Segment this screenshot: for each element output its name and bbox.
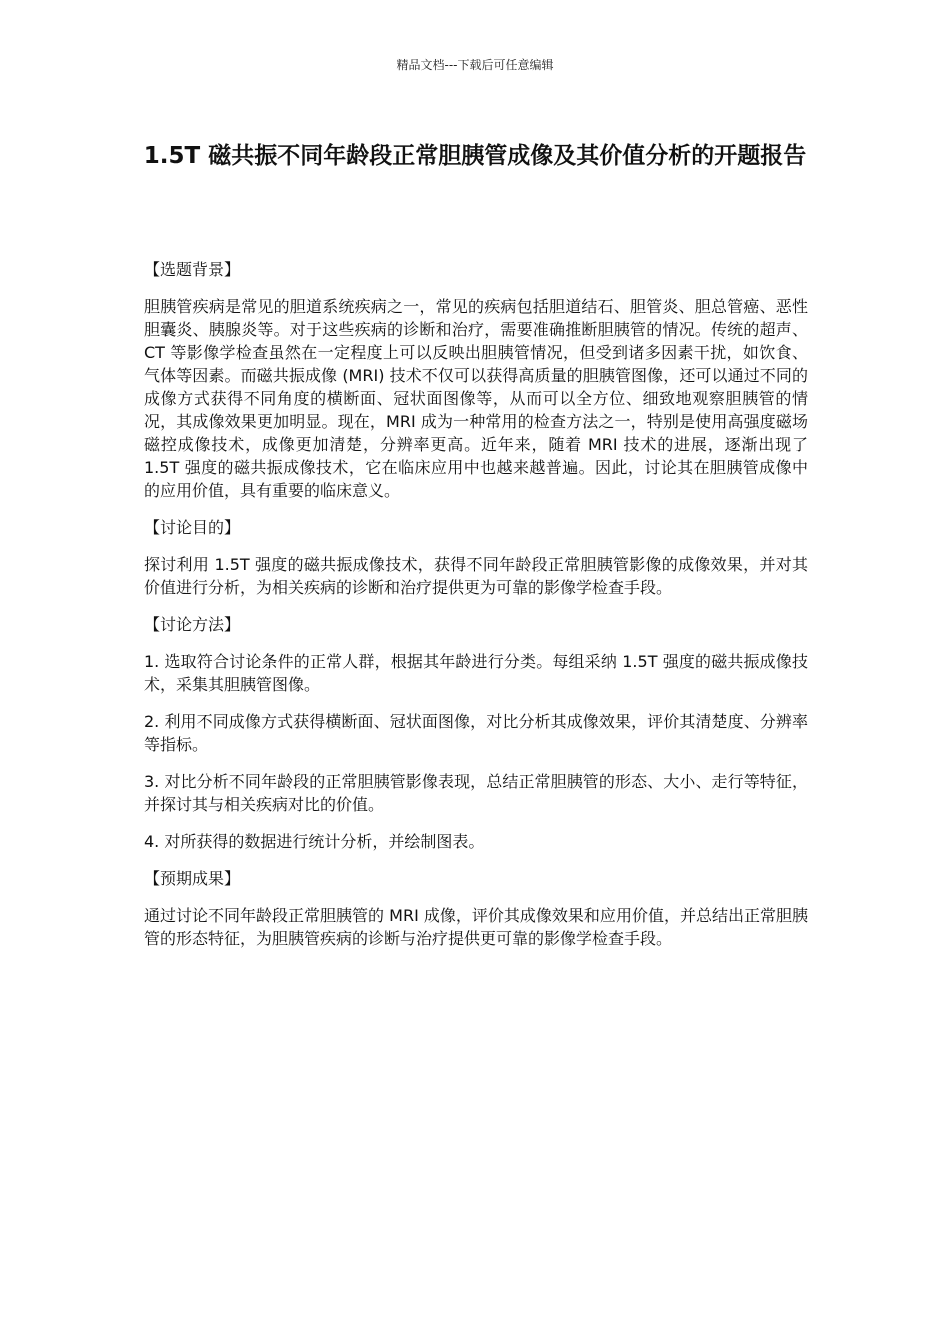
section-heading-purpose: 【讨论目的】	[144, 518, 241, 537]
document-body	[144, 258, 808, 964]
background-paragraph: 胆胰管疾病是常见的胆道系统疾病之一，常见的疾病包括胆道结石、胆管炎、胆总管癌、恶性胆囊炎、胰腺炎等。对于这些疾病的诊断和治疗，需要准确推断胆胰管的情况。传统的超声、CT 等影像学检查虽然在一定程度上可以反映出胆胰管情况，但受到诸多因素干扰，如饮食、气体等因素。而磁共振成像 (MRI) 技术不仅可以获得高质量的胆胰管图像，还可以通过不同的成像方式获得不同角度的横断面、冠状面图像等，从而可以全方位、细致地观察胆胰管的情况，其成像效果更加明显。现在，MRI 成为一种常用的检查方法之一，特别是使用高强度磁场磁控成像技术，成像更加清楚，分辨率更高。近年来，随着 MRI 技术的进展，逐渐出现了 1.5T 强度的磁共振成像技术，它在临床应用中也越来越普遍。因此，讨论其在胆胰管成像中的应用价值，具有重要的临床意义。	[144, 297, 808, 500]
purpose-paragraph: 探讨利用 1.5T 强度的磁共振成像技术，获得不同年龄段正常胆胰管影像的成像效果，并对其价值进行分析，为相关疾病的诊断和治疗提供更为可靠的影像学检查手段。	[144, 555, 808, 597]
document-title: 1.5T 磁共振不同年龄段正常胆胰管成像及其价值分析的开题报告	[143, 143, 807, 169]
method-item-4: 4. 对所获得的数据进行统计分析，并绘制图表。	[144, 832, 485, 851]
section-heading-background: 【选题背景】	[144, 260, 241, 279]
section-heading-methods: 【讨论方法】	[144, 615, 241, 634]
method-item-2: 2. 利用不同成像方式获得横断面、冠状面图像，对比分析其成像效果，评价其清楚度、分辨率等指标。	[144, 712, 808, 754]
method-item-3: 3. 对比分析不同年龄段的正常胆胰管影像表现，总结正常胆胰管的形态、大小、走行等特征，并探讨其与相关疾病对比的价值。	[144, 772, 808, 814]
method-item-1: 1. 选取符合讨论条件的正常人群，根据其年龄进行分类。每组采纳 1.5T 强度的磁共振成像技术，采集其胆胰管图像。	[144, 652, 808, 694]
results-paragraph: 通过讨论不同年龄段正常胆胰管的 MRI 成像，评价其成像效果和应用价值，并总结出正常胆胰管的形态特征，为胆胰管疾病的诊断与治疗提供更可靠的影像学检查手段。	[144, 906, 808, 948]
section-heading-results: 【预期成果】	[144, 869, 241, 888]
document-header-note: 精品文档---下载后可任意编辑	[396, 58, 554, 72]
